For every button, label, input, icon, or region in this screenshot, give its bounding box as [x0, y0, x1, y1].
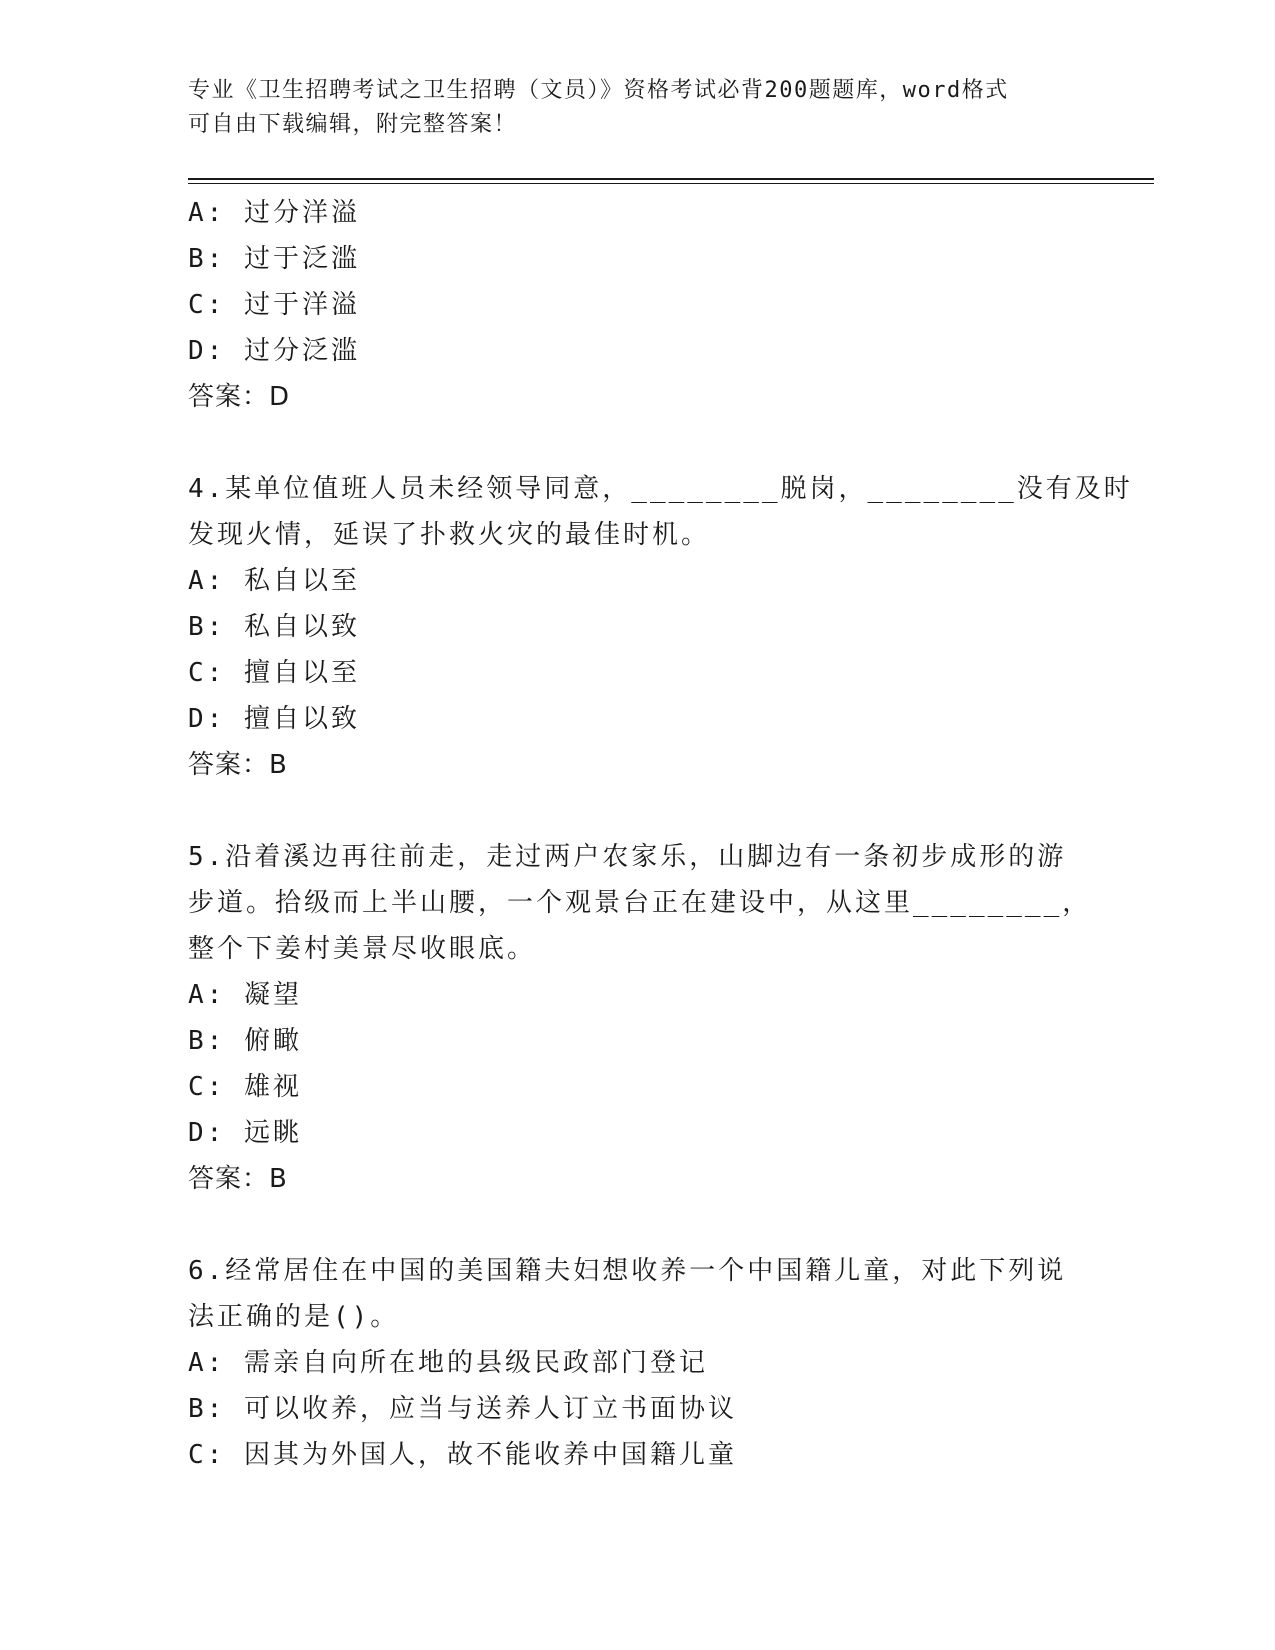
header-divider-thin	[188, 183, 1154, 184]
document-header	[188, 74, 1068, 142]
question-list	[188, 190, 1133, 1478]
option-c: C: 过于洋溢	[188, 290, 360, 320]
answer: 答案：D	[188, 382, 291, 412]
option-a: A: 需亲自向所在地的县级民政部门登记	[188, 1348, 708, 1378]
answer: 答案：B	[188, 1164, 288, 1194]
option-b: B: 可以收养，应当与送养人订立书面协议	[188, 1394, 737, 1424]
question-stem-line: 整个下姜村美景尽收眼底。	[188, 934, 537, 964]
header-divider-thick	[188, 178, 1154, 180]
option-b: B: 过于泛滥	[188, 244, 360, 274]
question-stem-line: 发现火情，延误了扑救火灾的最佳时机。	[188, 520, 711, 550]
option-a: A: 凝望	[188, 980, 302, 1010]
question-stem-line: 6.经常居住在中国的美国籍夫妇想收养一个中国籍儿童，对此下列说	[188, 1256, 1067, 1286]
question-stem-line: 5.沿着溪边再往前走，走过两户农家乐，山脚边有一条初步成形的游	[188, 842, 1067, 872]
spacer	[188, 1202, 1068, 1248]
option-a: A: 过分洋溢	[188, 198, 360, 228]
option-d: D: 擅自以致	[188, 704, 360, 734]
option-c: C: 因其为外国人，故不能收养中国籍儿童	[188, 1440, 737, 1470]
option-b: B: 私自以致	[188, 612, 360, 642]
answer: 答案：B	[188, 750, 288, 780]
question-4	[188, 466, 1133, 788]
option-a: A: 私自以至	[188, 566, 360, 596]
option-c: C: 擅自以至	[188, 658, 360, 688]
spacer	[188, 788, 1068, 834]
question-stem-line: 法正确的是()。	[188, 1302, 400, 1332]
spacer	[188, 420, 1068, 466]
question-stem-line: 4.某单位值班人员未经领导同意，________脱岗，________没有及时	[188, 474, 1133, 504]
question-6	[188, 1248, 1068, 1478]
option-d: D: 过分泛滥	[188, 336, 360, 366]
question-3	[188, 190, 1068, 420]
question-5	[188, 834, 1092, 1202]
header-line-1: 专业《卫生招聘考试之卫生招聘（文员）》资格考试必背200题题库，word格式	[188, 78, 1009, 103]
question-stem-line: 步道。拾级而上半山腰，一个观景台正在建设中，从这里________，	[188, 888, 1092, 918]
option-d: D: 远眺	[188, 1118, 302, 1148]
option-c: C: 雄视	[188, 1072, 302, 1102]
option-b: B: 俯瞰	[188, 1026, 302, 1056]
header-line-2: 可自由下载编辑，附完整答案！	[188, 112, 518, 137]
